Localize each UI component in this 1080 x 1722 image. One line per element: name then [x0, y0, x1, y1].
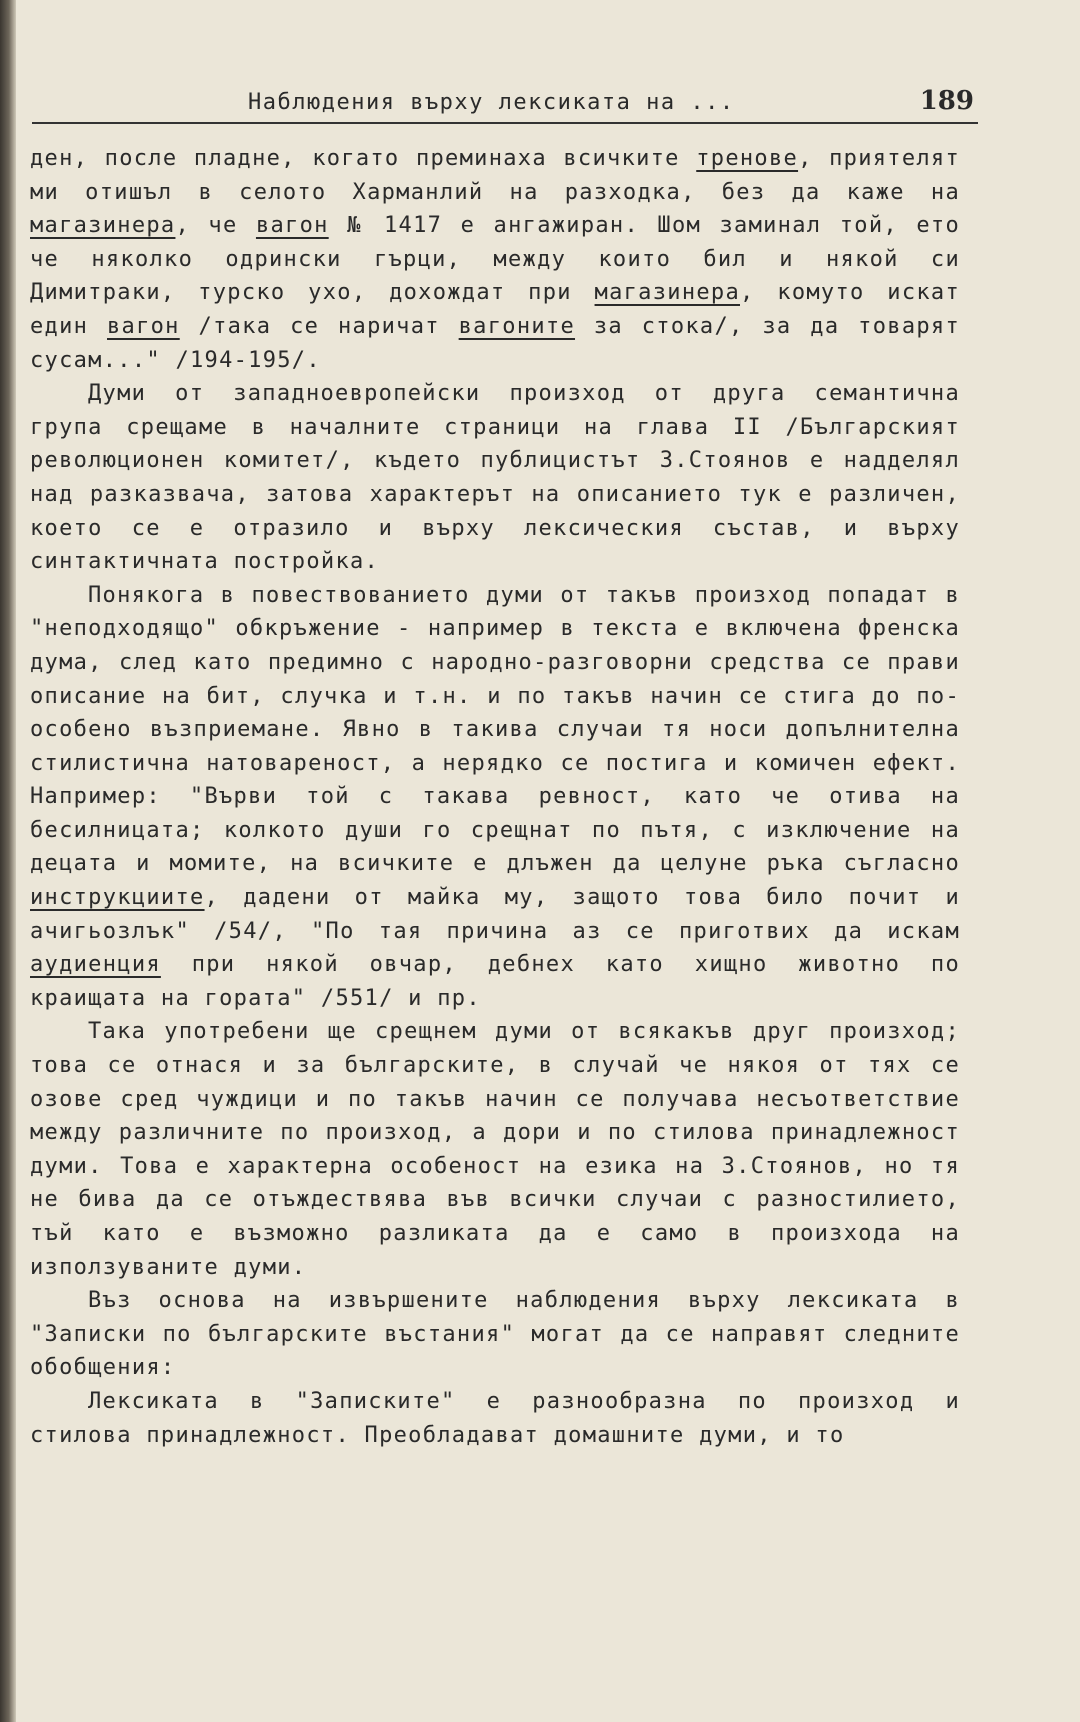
text-run: /така се наричат	[179, 313, 459, 339]
text-run: , приятелят ми отишъл в селото Харманлий на разходка, без да каже на	[30, 146, 961, 205]
underlined-term: вагоните	[458, 313, 576, 339]
paragraph-2	[22, 377, 960, 579]
text-run: Въз основа на извършените наблюдения върху лексиката в "Записки по българските въстания" могат да се направят следните обобщения:	[30, 1288, 960, 1381]
underlined-term: магазинера	[594, 280, 740, 306]
book-page	[22, 80, 1022, 1452]
underlined-term: магазинера	[30, 213, 176, 239]
paragraph-4	[22, 1015, 960, 1284]
page-body	[22, 142, 1022, 1452]
running-title: Наблюдения върху лексиката на ...	[248, 90, 735, 115]
text-run: Понякога в повествованието думи от такъв произход попадат в "неподходящо" обкръжение - например в текста е включена френска дума, след като предимно с народно-разговорни средства се прави описание на бит, случка и т.н. и по такъв начин се стига до по-особено възприемане. Явно в такива случаи тя носи допълнителна стилистична натовареност, а нерядко се постига и комичен ефект. Например: "Върви той с такава ревност, като че отива на бесилницата; колкото души го срещнат по пътя, с изключение на децата и момите, на всичките е длъжен да целуне ръка съгласно	[30, 582, 960, 877]
underlined-term: инструкциите	[30, 885, 205, 911]
text-run: при някой овчар, дебнех като хищно животно по краищата на гората" /551/ и пр.	[30, 952, 960, 1011]
text-run: Лексиката в "Записките" е разнообразна по произход и стилова принадлежност. Преобладават домашните думи, и то	[30, 1388, 960, 1448]
underlined-term: вагон	[255, 213, 329, 239]
text-run: , комуто искат един	[30, 280, 960, 339]
paragraph-6	[22, 1385, 960, 1452]
page-header	[32, 80, 978, 124]
page-number: 189	[919, 86, 974, 116]
text-run: , дадени от майка му, защото това било почит и ачигьозлък" /54/, "По тая причина аз се приготвих да искам	[30, 885, 960, 944]
text-run: , че	[175, 213, 256, 239]
underlined-term: тренове	[696, 146, 799, 171]
text-run: за стока/, за да товарят сусам..." /194-195/.	[30, 313, 960, 373]
paragraph-5	[22, 1284, 960, 1385]
paragraph-3	[22, 579, 960, 1016]
text-run: Така употребени ще срещнем думи от всякакъв друг произход; това се отнася и за българските, в случай че някоя от тях се озове сред чуждици и по такъв начин се получава несъответствие между различните по произход, а дори и по стилова принадлежност думи. Това е характерна особеност на езика на З.Стоянов, но тя не бива да се отъждествява във всички случаи с разностилието, тъй като е възможно разликата да е само в произхода на използуваните думи.	[30, 1019, 960, 1280]
paragraph-1	[22, 142, 960, 377]
text-run: № 1417 е ангажиран. Шом заминал той, ето че няколко одрински гърци, между които бил и някой си Димитраки, турско ухо, дохождат при	[30, 213, 960, 306]
text-run: ден, после пладне, когато преминаха всичките	[30, 146, 697, 171]
underlined-term: аудиенция	[30, 952, 161, 978]
text-run: Думи от западноевропейски произход от друга семантична група срещаме в началните страници на глава II /Българският революционен комитет/, където публицистът З.Стоянов е надделял над разказвача, затова характерът на описанието тук е различен, което се е отразило и върху лексическия състав, и върху синтактичната постройка.	[30, 381, 960, 575]
underlined-term: вагон	[107, 313, 180, 339]
book-binding-shadow	[0, 0, 16, 1722]
